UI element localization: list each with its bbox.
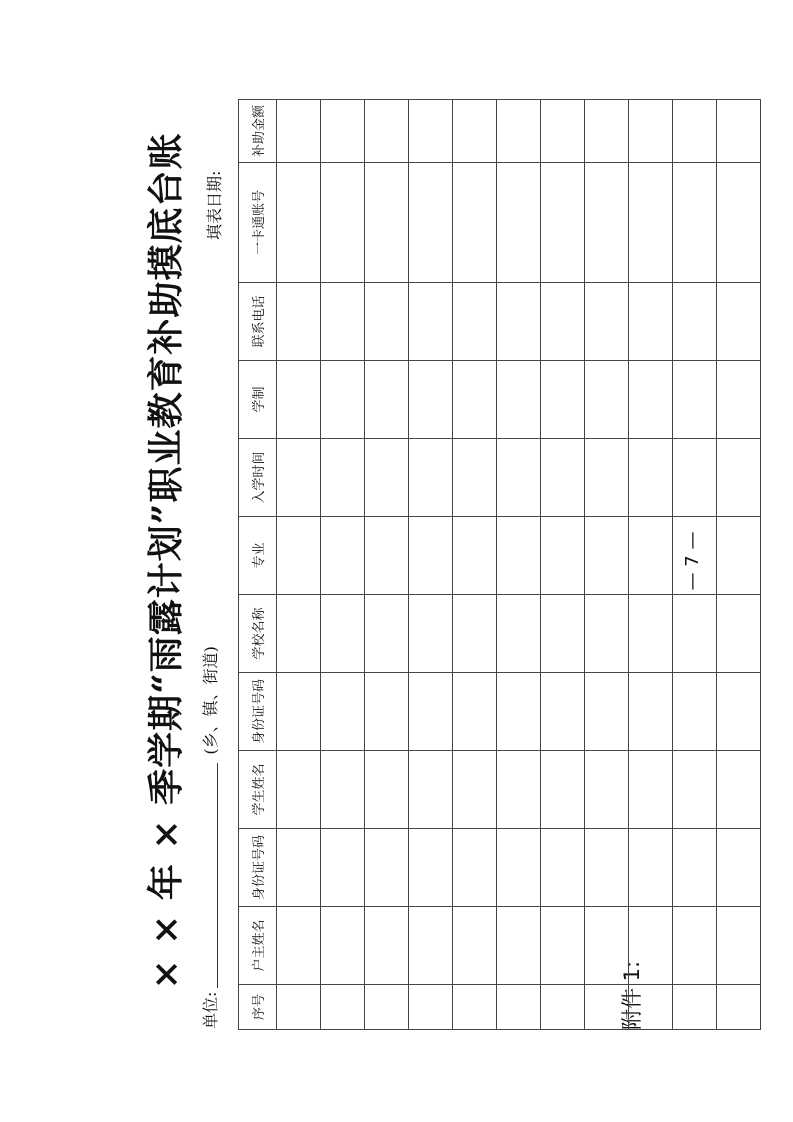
table-cell-head_name[interactable] [453,907,497,985]
table-cell-amount[interactable] [497,100,541,163]
table-cell-major[interactable] [497,517,541,595]
table-cell-enroll_time[interactable] [321,439,365,517]
table-cell-school[interactable] [585,595,629,673]
table-cell-enroll_time[interactable] [541,439,585,517]
table-cell-card_no[interactable] [321,163,365,283]
table-cell-school[interactable] [365,595,409,673]
table-cell-student_id[interactable] [541,673,585,751]
table-cell-student_name[interactable] [629,751,673,829]
table-cell-duration[interactable] [585,361,629,439]
column-header: 序号 [239,985,277,1030]
column-header: 一卡通账号 [239,163,277,283]
table-cell-duration[interactable] [365,361,409,439]
table-cell-card_no[interactable] [365,163,409,283]
table-cell-head_id[interactable] [629,829,673,907]
table-cell-head_name[interactable] [409,907,453,985]
header-row [239,100,277,1030]
unit-label: 单位: [201,991,220,1029]
table-cell-card_no[interactable] [277,163,321,283]
table-cell-school[interactable] [409,595,453,673]
column-header: 学制 [239,361,277,439]
table-cell-seq[interactable] [717,985,761,1030]
table-cell-seq[interactable] [365,985,409,1030]
table-cell-student_id[interactable] [365,673,409,751]
table-cell-student_id[interactable] [629,673,673,751]
table-cell-school[interactable] [541,595,585,673]
table-cell-duration[interactable] [277,361,321,439]
table-cell-seq[interactable] [453,985,497,1030]
table-cell-major[interactable] [365,517,409,595]
table-row [585,100,629,1030]
table-cell-major[interactable] [409,517,453,595]
table-cell-student_name[interactable] [321,751,365,829]
table-cell-major[interactable] [717,517,761,595]
column-header: 身份证号码 [239,829,277,907]
table-cell-enroll_time[interactable] [717,439,761,517]
table-cell-student_id[interactable] [321,673,365,751]
table-cell-head_id[interactable] [497,829,541,907]
table-cell-enroll_time[interactable] [277,439,321,517]
table-cell-head_id[interactable] [541,829,585,907]
column-header: 学校名称 [239,595,277,673]
table-cell-head_id[interactable] [717,829,761,907]
table-cell-head_id[interactable] [453,829,497,907]
table-cell-seq[interactable] [277,985,321,1030]
table-cell-head_id[interactable] [321,829,365,907]
table-cell-card_no[interactable] [541,163,585,283]
table-cell-school[interactable] [321,595,365,673]
table-cell-card_no[interactable] [409,163,453,283]
table-cell-school[interactable] [453,595,497,673]
table-cell-amount[interactable] [717,100,761,163]
table-cell-head_name[interactable] [629,907,673,985]
column-header: 入学时间 [239,439,277,517]
table-cell-student_id[interactable] [277,673,321,751]
table-cell-duration[interactable] [717,361,761,439]
unit-blank-line [203,763,218,988]
table-cell-school[interactable] [717,595,761,673]
table-cell-student_name[interactable] [453,751,497,829]
table-cell-duration[interactable] [541,361,585,439]
table-cell-major[interactable] [453,517,497,595]
table-row [365,100,409,1030]
table-cell-duration[interactable] [497,361,541,439]
table-cell-student_name[interactable] [497,751,541,829]
table-cell-head_name[interactable] [497,907,541,985]
table-row [497,100,541,1030]
table-cell-major[interactable] [277,517,321,595]
table-cell-student_id[interactable] [497,673,541,751]
table-cell-head_name[interactable] [321,907,365,985]
table-cell-duration[interactable] [453,361,497,439]
table-cell-phone[interactable] [585,283,629,361]
table-cell-head_id[interactable] [409,829,453,907]
table-cell-seq[interactable] [541,985,585,1030]
table-cell-student_id[interactable] [585,673,629,751]
unit-suffix: (乡、镇、街道) [201,646,220,755]
table-cell-head_name[interactable] [277,907,321,985]
table-cell-amount[interactable] [277,100,321,163]
table-row [277,100,321,1030]
table-cell-card_no[interactable] [717,163,761,283]
table-cell-student_id[interactable] [717,673,761,751]
table-cell-school[interactable] [629,595,673,673]
table-cell-major[interactable] [321,517,365,595]
column-header: 专业 [239,517,277,595]
table-cell-student_name[interactable] [717,751,761,829]
table-cell-phone[interactable] [717,283,761,361]
table-cell-phone[interactable] [453,283,497,361]
table-cell-student_id[interactable] [453,673,497,751]
table-row [541,100,585,1030]
column-header: 联系电话 [239,283,277,361]
table-cell-phone[interactable] [365,283,409,361]
table-cell-amount[interactable] [541,100,585,163]
table-cell-student_name[interactable] [409,751,453,829]
table-row [321,100,365,1030]
table-cell-amount[interactable] [453,100,497,163]
table-cell-head_id[interactable] [277,829,321,907]
table-cell-enroll_time[interactable] [409,439,453,517]
column-header: 身份证号码 [239,673,277,751]
table-cell-card_no[interactable] [629,163,673,283]
table-cell-phone[interactable] [409,283,453,361]
page-number: — 7 — [682,531,703,591]
table-cell-seq[interactable] [629,985,673,1030]
column-header: 学生姓名 [239,751,277,829]
table-cell-duration[interactable] [321,361,365,439]
fill-date-label: 填表日期: [205,170,224,240]
table-cell-amount[interactable] [409,100,453,163]
table-cell-head_id[interactable] [585,829,629,907]
table-cell-school[interactable] [497,595,541,673]
table-cell-head_name[interactable] [585,907,629,985]
column-header: 户主姓名 [239,907,277,985]
table-row [409,100,453,1030]
table-cell-phone[interactable] [629,283,673,361]
table-row [629,100,673,1030]
table-cell-student_name[interactable] [277,751,321,829]
table-row [717,100,761,1030]
table-cell-enroll_time[interactable] [453,439,497,517]
table-cell-enroll_time[interactable] [585,439,629,517]
table-cell-amount[interactable] [585,100,629,163]
table-cell-school[interactable] [277,595,321,673]
table-cell-amount[interactable] [629,100,673,163]
table-cell-seq[interactable] [585,985,629,1030]
table-cell-head_name[interactable] [541,907,585,985]
table-cell-enroll_time[interactable] [365,439,409,517]
unit-row [198,646,221,1029]
table-cell-student_id[interactable] [409,673,453,751]
document-title: × × 年 × 季学期“雨露计划”职业教育补助摸底台账 [145,132,187,990]
table-cell-seq[interactable] [497,985,541,1030]
table-cell-head_id[interactable] [365,829,409,907]
table-cell-seq[interactable] [321,985,365,1030]
table-cell-card_no[interactable] [497,163,541,283]
column-header: 补助金额 [239,100,277,163]
table-cell-phone[interactable] [277,283,321,361]
table-cell-phone[interactable] [497,283,541,361]
table-cell-duration[interactable] [409,361,453,439]
table-cell-head_name[interactable] [717,907,761,985]
table-cell-card_no[interactable] [453,163,497,283]
table-cell-card_no[interactable] [585,163,629,283]
table-cell-major[interactable] [541,517,585,595]
table-cell-phone[interactable] [541,283,585,361]
table-cell-amount[interactable] [365,100,409,163]
table-cell-student_name[interactable] [365,751,409,829]
table-cell-duration[interactable] [629,361,673,439]
table-cell-enroll_time[interactable] [629,439,673,517]
attachment-label: 附件 1: [620,960,644,1030]
table-cell-major[interactable] [629,517,673,595]
table-cell-head_name[interactable] [365,907,409,985]
table-cell-seq[interactable] [409,985,453,1030]
table-row [453,100,497,1030]
table-cell-student_name[interactable] [541,751,585,829]
table-cell-major[interactable] [585,517,629,595]
table-cell-student_name[interactable] [585,751,629,829]
table-cell-enroll_time[interactable] [497,439,541,517]
table-cell-amount[interactable] [321,100,365,163]
table-cell-phone[interactable] [321,283,365,361]
